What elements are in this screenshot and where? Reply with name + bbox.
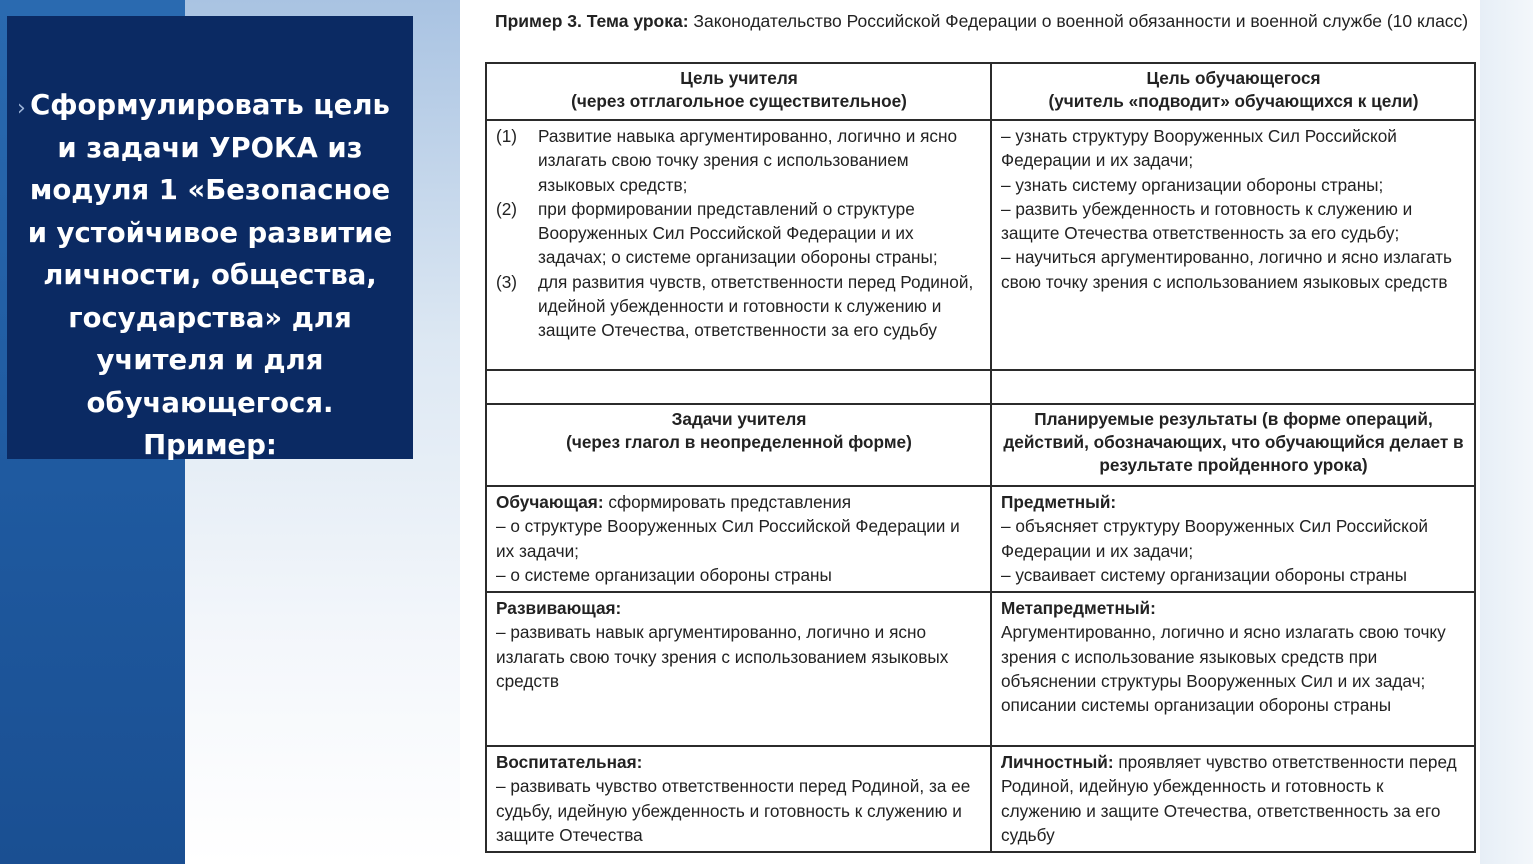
- task-item: – развивать навык аргументированно, логично и ясно излагать свою точку зрения с использованием языковых средств: [496, 622, 949, 692]
- goals-content-row: [486, 120, 1475, 370]
- task-item: – развивать чувство ответственности перед Родиной, за ее судьбу, идейную убежденность и готовность к служению и защите Отечества: [496, 776, 971, 846]
- task-cell: [486, 592, 991, 746]
- slide-background-right: [1478, 0, 1533, 864]
- teacher-tasks-header: [486, 404, 991, 486]
- item-number: (3): [496, 271, 518, 292]
- heading-text: Законодательство Российской Федерации о военной обязанности и военной службе (10 класс): [693, 11, 1469, 31]
- teacher-tasks-title: Задачи учителя: [671, 409, 807, 429]
- task-label: Развивающая:: [496, 598, 622, 619]
- teacher-goal-cell: [486, 120, 991, 370]
- empty-cell: [991, 370, 1475, 404]
- planned-results-header: [991, 404, 1475, 486]
- teacher-goal-item: [496, 270, 982, 343]
- task-cell: [486, 746, 991, 852]
- teacher-goal-title: Цель учителя: [680, 68, 798, 88]
- tasks-header-row: [486, 404, 1475, 486]
- task-item: – о системе организации обороны страны: [496, 564, 832, 585]
- item-text: при формировании представлений о структуре Вооруженных Сил Российской Федерации и их задачах; о системе организации обороны страны;: [538, 198, 938, 268]
- result-label: Метапредметный:: [1001, 598, 1156, 619]
- empty-cell: [486, 370, 991, 404]
- goals-header-row: [486, 63, 1475, 120]
- chevron-right-icon: ›: [17, 96, 26, 121]
- result-item: Аргументированно, логично и ясно излагать свою точку зрения с использование языковых средств при объяснении структуры Вооруженных Сил и их задач; описании системы организации обороны страны: [1001, 622, 1446, 716]
- teacher-goal-subtitle: (через отглагольное существительное): [571, 91, 907, 111]
- item-text: Развитие навыка аргументированно, логично и ясно излагать свою точку зрения с использованием языковых средств;: [538, 126, 958, 195]
- student-goal-item: – узнать систему организации обороны страны;: [1001, 174, 1384, 195]
- task-label: Обучающая:: [496, 492, 604, 512]
- result-item: – объясняет структуру Вооруженных Сил Российской Федерации и их задачи;: [1001, 516, 1429, 561]
- document-heading: [495, 10, 1480, 33]
- result-text: проявляет чувство ответственности перед Родиной, идейную убежденность и готовность к служению и защите Отечества, ответственность за его судьбу: [1001, 752, 1457, 846]
- heading-label: Пример 3. Тема урока:: [495, 11, 689, 31]
- item-number: (1): [496, 126, 518, 146]
- student-goal-item: – научиться аргументированно, логично и ясно излагать свою точку зрения с использованием языковых средств: [1001, 247, 1452, 292]
- planned-results-title: Планируемые результаты (в форме операций, действий, обозначающих, что обучающийся делает в результате пройденного урока): [1003, 409, 1464, 475]
- result-cell: [991, 746, 1475, 852]
- item-number: (2): [496, 198, 518, 219]
- empty-row: [486, 370, 1475, 404]
- student-goal-header: [991, 63, 1475, 120]
- task-row: [486, 746, 1475, 852]
- document-scan: [460, 0, 1480, 864]
- task-row: [486, 486, 1475, 592]
- item-text: для развития чувств, ответственности перед Родиной, идейной убежденности и готовности к служению и защите Отечества, ответственности за его судьбу: [538, 271, 974, 341]
- task-text: сформировать представления: [608, 492, 852, 512]
- task-label: Воспитательная:: [496, 752, 643, 773]
- task-cell: [486, 486, 991, 592]
- result-item: – усваивает систему организации обороны страны: [1001, 564, 1408, 585]
- result-label: Предметный:: [1001, 492, 1117, 512]
- teacher-goal-item: [496, 197, 982, 270]
- teacher-goal-header: [486, 63, 991, 120]
- student-goal-item: – развить убежденность и готовность к служению и защите Отечества ответственность за его судьбу;: [1001, 198, 1413, 244]
- slide-title-box: [7, 16, 413, 459]
- student-goal-title: Цель обучающегося: [1146, 68, 1321, 88]
- lesson-table: [485, 62, 1476, 853]
- result-label: Личностный:: [1001, 752, 1114, 773]
- slide-title: Сформулировать цель и задачи УРОКА из модуля 1 «Безопасное и устойчивое развитие личности, общества, государства» для учителя и для обучающегося. Пример:: [27, 89, 393, 461]
- student-goal-subtitle: (учитель «подводит» обучающихся к цели): [1048, 91, 1419, 111]
- result-cell: [991, 486, 1475, 592]
- teacher-tasks-subtitle: (через глагол в неопределенной форме): [566, 432, 912, 452]
- task-item: – о структуре Вооруженных Сил Российской Федерации и их задачи;: [496, 516, 960, 561]
- student-goal-cell: [991, 120, 1475, 370]
- teacher-goal-item: [496, 124, 982, 197]
- student-goal-item: – узнать структуру Вооруженных Сил Российской Федерации и их задачи;: [1001, 126, 1397, 171]
- result-cell: [991, 592, 1475, 746]
- task-row: [486, 592, 1475, 746]
